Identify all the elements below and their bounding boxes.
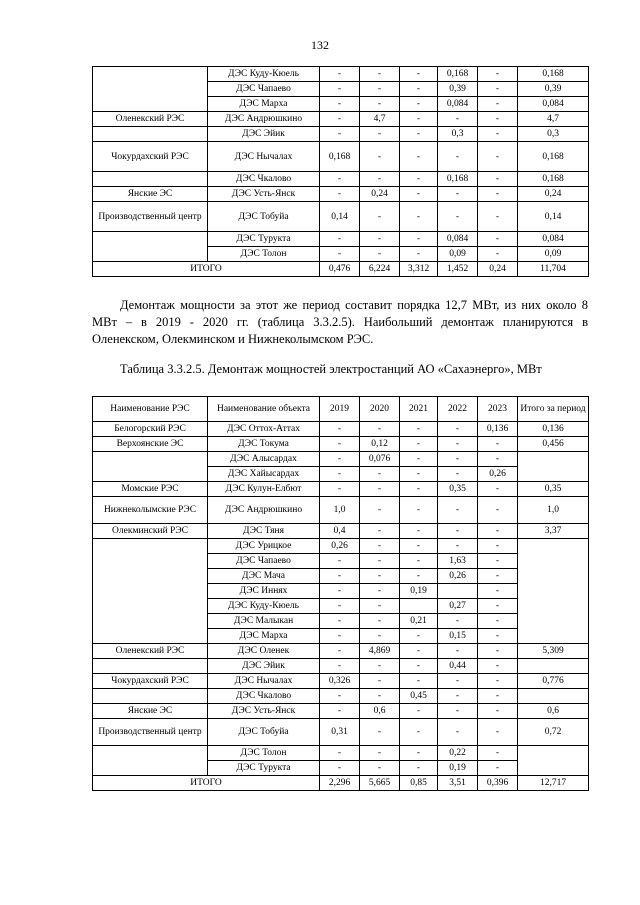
object-cell: ДЭС Токума <box>208 437 320 452</box>
object-cell: ДЭС Усть-Янск <box>208 187 320 202</box>
object-cell: ДЭС Усть-Янск <box>208 704 320 719</box>
value-cell: 0,14 <box>320 202 360 232</box>
object-cell: ДЭС Куду-Кюель <box>208 599 320 614</box>
column-header: 2020 <box>360 397 400 422</box>
total-cell <box>518 452 589 482</box>
value-cell: - <box>478 482 518 497</box>
value-cell: - <box>360 719 400 746</box>
value-cell: - <box>320 422 360 437</box>
value-cell: - <box>360 142 400 172</box>
value-cell <box>400 599 438 614</box>
table-row <box>93 524 589 539</box>
table-row <box>93 172 589 187</box>
res-cell: Производственный центр <box>93 719 208 746</box>
object-cell: ДЭС Нычалах <box>208 142 320 172</box>
value-cell: 0,26 <box>438 569 478 584</box>
total-cell: 0,24 <box>518 187 589 202</box>
res-cell <box>93 689 208 704</box>
value-cell: - <box>438 422 478 437</box>
value-cell: - <box>478 82 518 97</box>
value-cell: - <box>438 437 478 452</box>
table-row <box>93 746 589 761</box>
res-cell: Момские РЭС <box>93 482 208 497</box>
res-cell <box>93 172 208 187</box>
value-cell: - <box>478 67 518 82</box>
value-cell: - <box>438 524 478 539</box>
value-cell: - <box>400 704 438 719</box>
table-row <box>93 644 589 659</box>
table-row <box>93 482 589 497</box>
value-cell: - <box>478 659 518 674</box>
total-value: 6,224 <box>360 262 400 277</box>
value-cell: - <box>400 452 438 467</box>
total-value: 2,296 <box>320 776 360 791</box>
total-value: 1,452 <box>438 262 478 277</box>
table-row <box>93 719 589 746</box>
value-cell: - <box>438 539 478 554</box>
object-cell: ДЭС Кулун-Елбют <box>208 482 320 497</box>
column-header: Наименование РЭС <box>93 397 208 422</box>
table-row <box>93 452 589 467</box>
value-cell: - <box>478 232 518 247</box>
value-cell: - <box>400 719 438 746</box>
object-cell: ДЭС Эйик <box>208 127 320 142</box>
power-decommissioning-table <box>92 396 589 791</box>
value-cell: - <box>320 232 360 247</box>
res-cell: Оленекский РЭС <box>93 644 208 659</box>
total-cell: 0,084 <box>518 97 589 112</box>
value-cell: - <box>438 112 478 127</box>
table-row <box>93 187 589 202</box>
value-cell <box>438 584 478 599</box>
value-cell: 0,19 <box>438 761 478 776</box>
total-cell: 0,136 <box>518 422 589 437</box>
object-cell: ДЭС Чапаево <box>208 554 320 569</box>
value-cell: 0,45 <box>400 689 438 704</box>
object-cell: ДЭС Марха <box>208 97 320 112</box>
value-cell: - <box>320 704 360 719</box>
value-cell: - <box>360 232 400 247</box>
value-cell: - <box>478 452 518 467</box>
value-cell: - <box>438 689 478 704</box>
res-cell: Чокурдахский РЭС <box>93 674 208 689</box>
value-cell: - <box>360 467 400 482</box>
value-cell: 0,326 <box>320 674 360 689</box>
value-cell: - <box>320 629 360 644</box>
total-value: 12,717 <box>518 776 589 791</box>
value-cell: - <box>320 187 360 202</box>
value-cell: - <box>360 674 400 689</box>
value-cell: - <box>478 599 518 614</box>
value-cell: - <box>478 437 518 452</box>
total-value: 11,704 <box>518 262 589 277</box>
total-value: 3,312 <box>400 262 438 277</box>
total-value: 0,85 <box>400 776 438 791</box>
value-cell: - <box>478 202 518 232</box>
object-cell: ДЭС Тобуйа <box>208 719 320 746</box>
value-cell: - <box>478 719 518 746</box>
total-cell: 0,72 <box>518 719 589 746</box>
table-row <box>93 539 589 554</box>
value-cell: - <box>478 644 518 659</box>
total-cell <box>518 659 589 674</box>
res-cell <box>93 746 208 776</box>
value-cell: - <box>438 704 478 719</box>
total-cell: 0,776 <box>518 674 589 689</box>
value-cell: - <box>400 539 438 554</box>
value-cell: - <box>400 112 438 127</box>
value-cell: - <box>360 554 400 569</box>
value-cell: - <box>320 554 360 569</box>
value-cell: - <box>438 452 478 467</box>
res-cell: Нижнеколымские РЭС <box>93 497 208 524</box>
value-cell: - <box>320 172 360 187</box>
value-cell: - <box>320 482 360 497</box>
value-cell: 1,0 <box>320 497 360 524</box>
table-total-row <box>93 776 589 791</box>
value-cell: - <box>400 629 438 644</box>
value-cell: 0,31 <box>320 719 360 746</box>
total-cell: 0,084 <box>518 232 589 247</box>
value-cell: - <box>320 247 360 262</box>
object-cell: ДЭС Иннях <box>208 584 320 599</box>
value-cell: - <box>320 599 360 614</box>
value-cell: 0,4 <box>320 524 360 539</box>
value-cell: - <box>360 482 400 497</box>
value-cell: - <box>400 422 438 437</box>
total-cell: 0,39 <box>518 82 589 97</box>
value-cell: - <box>320 644 360 659</box>
object-cell: ДЭС Малыкан <box>208 614 320 629</box>
object-cell: ДЭС Андрюшкино <box>208 497 320 524</box>
total-value: 0,396 <box>478 776 518 791</box>
value-cell: - <box>360 614 400 629</box>
value-cell: - <box>360 599 400 614</box>
value-cell: - <box>400 247 438 262</box>
column-header: Итого за период <box>518 397 589 422</box>
page-number: 132 <box>311 38 329 52</box>
value-cell: - <box>400 172 438 187</box>
total-cell <box>518 689 589 704</box>
value-cell: 0,168 <box>438 67 478 82</box>
value-cell: - <box>320 614 360 629</box>
value-cell: - <box>478 629 518 644</box>
value-cell: - <box>438 142 478 172</box>
value-cell: - <box>478 247 518 262</box>
table-row <box>93 674 589 689</box>
value-cell: - <box>478 524 518 539</box>
column-header: 2022 <box>438 397 478 422</box>
value-cell: - <box>438 202 478 232</box>
value-cell: - <box>400 437 438 452</box>
value-cell: - <box>360 746 400 761</box>
value-cell: - <box>400 97 438 112</box>
object-cell: ДЭС Оттох-Аттах <box>208 422 320 437</box>
value-cell: - <box>360 629 400 644</box>
total-value: 0,476 <box>320 262 360 277</box>
object-cell: ДЭС Толон <box>208 746 320 761</box>
value-cell: - <box>320 437 360 452</box>
value-cell: - <box>320 467 360 482</box>
res-cell: Янские ЭС <box>93 704 208 719</box>
value-cell: 0,136 <box>478 422 518 437</box>
value-cell: - <box>400 82 438 97</box>
object-cell: ДЭС Алысардах <box>208 452 320 467</box>
res-cell: Чокурдахский РЭС <box>93 142 208 172</box>
object-cell: ДЭС Мача <box>208 569 320 584</box>
total-cell: 0,168 <box>518 67 589 82</box>
object-cell: ДЭС Толон <box>208 247 320 262</box>
value-cell: - <box>360 569 400 584</box>
value-cell: 0,26 <box>320 539 360 554</box>
value-cell: - <box>400 202 438 232</box>
value-cell: - <box>400 674 438 689</box>
value-cell: - <box>400 127 438 142</box>
value-cell: - <box>320 584 360 599</box>
object-cell: ДЭС Чапаево <box>208 82 320 97</box>
table-row <box>93 232 589 247</box>
total-cell: 0,35 <box>518 482 589 497</box>
object-cell: ДЭС Турукта <box>208 232 320 247</box>
value-cell: - <box>320 112 360 127</box>
value-cell: - <box>320 659 360 674</box>
object-cell: ДЭС Чкалово <box>208 689 320 704</box>
value-cell: - <box>400 554 438 569</box>
value-cell: 4,7 <box>360 112 400 127</box>
table-row <box>93 422 589 437</box>
value-cell: 0,3 <box>438 127 478 142</box>
value-cell: - <box>360 761 400 776</box>
total-cell <box>518 539 589 644</box>
value-cell: - <box>438 187 478 202</box>
total-value: 3,51 <box>438 776 478 791</box>
table-row <box>93 67 589 82</box>
value-cell: - <box>400 644 438 659</box>
value-cell: 0,24 <box>360 187 400 202</box>
object-cell: ДЭС Нычалах <box>208 674 320 689</box>
value-cell: - <box>478 554 518 569</box>
value-cell: - <box>360 539 400 554</box>
value-cell: - <box>438 719 478 746</box>
value-cell: 0,6 <box>360 704 400 719</box>
value-cell: - <box>438 497 478 524</box>
object-cell: ДЭС Куду-Кюель <box>208 67 320 82</box>
value-cell: - <box>320 569 360 584</box>
total-cell: 3,37 <box>518 524 589 539</box>
res-cell: Производственный центр <box>93 202 208 232</box>
value-cell: - <box>400 232 438 247</box>
total-cell: 0,168 <box>518 172 589 187</box>
value-cell: - <box>360 97 400 112</box>
value-cell: - <box>438 467 478 482</box>
object-cell: ДЭС Оленек <box>208 644 320 659</box>
total-value: 5,665 <box>360 776 400 791</box>
table-row <box>93 659 589 674</box>
total-cell: 0,3 <box>518 127 589 142</box>
value-cell: 0,19 <box>400 584 438 599</box>
table-row <box>93 497 589 524</box>
total-value: 0,24 <box>478 262 518 277</box>
column-header: 2019 <box>320 397 360 422</box>
res-cell: Янские ЭС <box>93 187 208 202</box>
value-cell: - <box>400 746 438 761</box>
value-cell: - <box>400 569 438 584</box>
table-row <box>93 704 589 719</box>
value-cell: - <box>478 689 518 704</box>
value-cell: - <box>320 761 360 776</box>
value-cell: - <box>478 584 518 599</box>
value-cell: 4,869 <box>360 644 400 659</box>
object-cell: ДЭС Андрюшкино <box>208 112 320 127</box>
value-cell: - <box>478 761 518 776</box>
total-label: ИТОГО <box>93 776 320 791</box>
value-cell: - <box>320 97 360 112</box>
table-total-row <box>93 262 589 277</box>
value-cell: - <box>400 482 438 497</box>
total-cell: 4,7 <box>518 112 589 127</box>
body-paragraph: Демонтаж мощности за этот же период составит порядка 12,7 МВт, из них около 8 МВт – в 2019 - 2020 гг. (таблица 3.3.2.5). Наибольший демонтаж планируются в Оленекском, Олекминском и Нижнеколымском РЭС. <box>92 298 588 346</box>
value-cell: - <box>320 67 360 82</box>
value-cell: - <box>400 761 438 776</box>
column-header: 2023 <box>478 397 518 422</box>
value-cell: - <box>360 659 400 674</box>
value-cell: - <box>478 187 518 202</box>
value-cell: - <box>400 467 438 482</box>
value-cell: 0,076 <box>360 452 400 467</box>
value-cell: 0,12 <box>360 437 400 452</box>
total-cell: 0,09 <box>518 247 589 262</box>
res-cell: Белогорский РЭС <box>93 422 208 437</box>
value-cell: 0,168 <box>438 172 478 187</box>
object-cell: ДЭС Чкалово <box>208 172 320 187</box>
object-cell: ДЭС Марха <box>208 629 320 644</box>
value-cell: - <box>400 524 438 539</box>
value-cell: - <box>360 82 400 97</box>
value-cell: 0,09 <box>438 247 478 262</box>
res-cell: Оленекский РЭС <box>93 112 208 127</box>
value-cell: - <box>360 497 400 524</box>
res-cell: Верхоянские ЭС <box>93 437 208 452</box>
value-cell: - <box>360 584 400 599</box>
total-cell: 0,14 <box>518 202 589 232</box>
total-cell <box>518 746 589 776</box>
value-cell: - <box>400 67 438 82</box>
column-header: 2021 <box>400 397 438 422</box>
object-cell: ДЭС Эйик <box>208 659 320 674</box>
table-row <box>93 127 589 142</box>
table-row <box>93 437 589 452</box>
value-cell: - <box>478 569 518 584</box>
value-cell: - <box>478 172 518 187</box>
total-cell: 0,456 <box>518 437 589 452</box>
total-cell: 0,168 <box>518 142 589 172</box>
value-cell: - <box>478 614 518 629</box>
value-cell: - <box>438 614 478 629</box>
table-row <box>93 689 589 704</box>
value-cell: 0,39 <box>438 82 478 97</box>
object-cell: ДЭС Урицкое <box>208 539 320 554</box>
value-cell: 0,26 <box>478 467 518 482</box>
value-cell: - <box>360 422 400 437</box>
value-cell: - <box>360 202 400 232</box>
value-cell: - <box>478 497 518 524</box>
value-cell: - <box>478 704 518 719</box>
value-cell: 0,168 <box>320 142 360 172</box>
value-cell: - <box>478 112 518 127</box>
res-cell <box>93 127 208 142</box>
res-cell <box>93 659 208 674</box>
column-header: Наименование объекта <box>208 397 320 422</box>
value-cell: - <box>360 127 400 142</box>
value-cell: - <box>400 497 438 524</box>
res-cell <box>93 232 208 262</box>
value-cell: - <box>320 82 360 97</box>
power-commissioning-table-continued <box>92 66 589 277</box>
object-cell: ДЭС Тобуйа <box>208 202 320 232</box>
value-cell: - <box>360 67 400 82</box>
value-cell: - <box>320 689 360 704</box>
value-cell: - <box>400 142 438 172</box>
object-cell: ДЭС Тяня <box>208 524 320 539</box>
value-cell: 0,21 <box>400 614 438 629</box>
value-cell: - <box>478 539 518 554</box>
res-cell <box>93 452 208 482</box>
object-cell: ДЭС Хайысардах <box>208 467 320 482</box>
res-cell: Олекминский РЭС <box>93 524 208 539</box>
value-cell: - <box>478 746 518 761</box>
value-cell: - <box>360 172 400 187</box>
value-cell: 0,44 <box>438 659 478 674</box>
value-cell: - <box>438 644 478 659</box>
table-row <box>93 112 589 127</box>
table-row <box>93 142 589 172</box>
value-cell: - <box>320 127 360 142</box>
table-header-row <box>93 397 589 422</box>
value-cell: 0,22 <box>438 746 478 761</box>
table-row <box>93 202 589 232</box>
value-cell: - <box>360 524 400 539</box>
value-cell: - <box>360 247 400 262</box>
value-cell: - <box>478 674 518 689</box>
value-cell: 0,35 <box>438 482 478 497</box>
total-label: ИТОГО <box>93 262 320 277</box>
value-cell: - <box>400 187 438 202</box>
value-cell: - <box>438 674 478 689</box>
value-cell: - <box>478 97 518 112</box>
value-cell: - <box>478 127 518 142</box>
value-cell: - <box>478 142 518 172</box>
value-cell: - <box>360 689 400 704</box>
res-cell <box>93 539 208 644</box>
table-caption: Таблица 3.3.2.5. Демонтаж мощностей электростанций АО «Сахаэнерго», МВт <box>120 362 542 376</box>
value-cell: - <box>320 452 360 467</box>
value-cell: 0,15 <box>438 629 478 644</box>
value-cell: - <box>320 746 360 761</box>
value-cell: 1,63 <box>438 554 478 569</box>
total-cell: 1,0 <box>518 497 589 524</box>
total-cell: 5,309 <box>518 644 589 659</box>
value-cell: 0,084 <box>438 97 478 112</box>
value-cell: 0,084 <box>438 232 478 247</box>
total-cell: 0,6 <box>518 704 589 719</box>
value-cell: - <box>400 659 438 674</box>
res-cell <box>93 67 208 112</box>
object-cell: ДЭС Турукта <box>208 761 320 776</box>
value-cell: 0,27 <box>438 599 478 614</box>
